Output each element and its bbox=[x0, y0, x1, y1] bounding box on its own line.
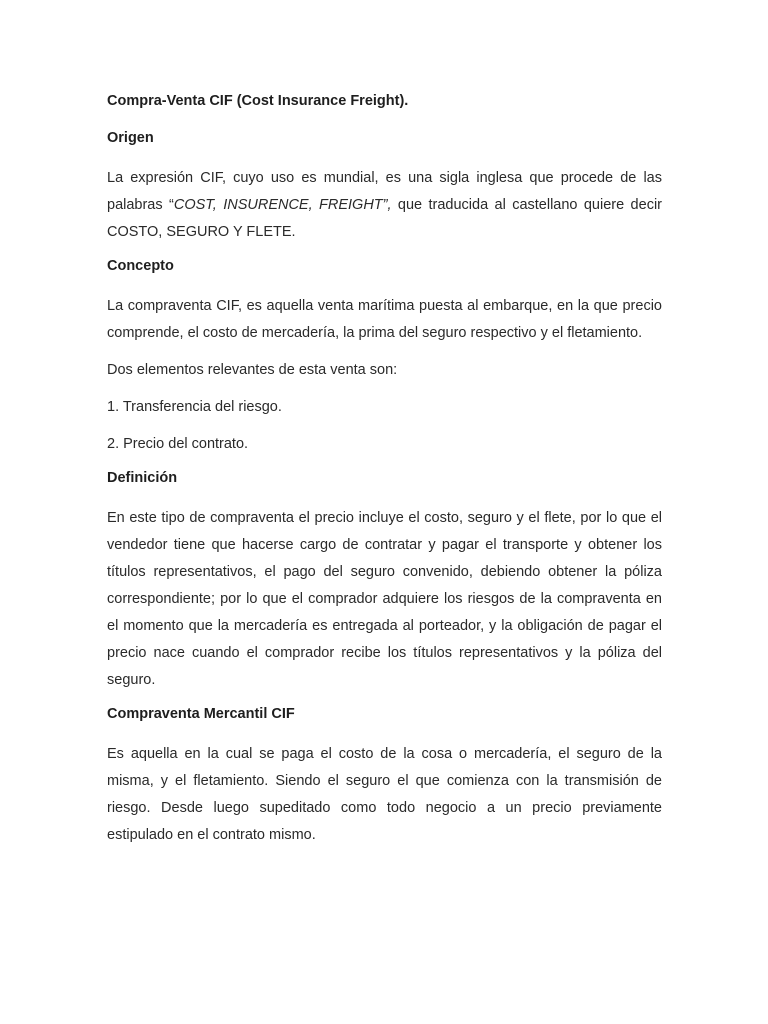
origen-text-before: La expresión CIF, cuyo uso es mundial, es una sigla inglesa que procede de las palabras “ bbox=[107, 170, 662, 213]
heading-definicion: Definición bbox=[107, 470, 178, 486]
list-item-1: 1. Transferencia del riesgo. bbox=[107, 399, 282, 415]
paragraph-mercantil: Es aquella en la cual se paga el costo de la cosa o mercadería, el seguro de la misma, y el fletamiento. Siendo el seguro el que comienza con la transmisión de riesgo. Desde luego supeditado como todo negocio a un precio previamente estipulado en el contrato mismo. bbox=[107, 746, 662, 843]
origen-text-after: que traducida al castellano quiere decir COSTO, SEGURO Y FLETE. bbox=[107, 197, 662, 240]
origen-italic-text: COST, INSURENCE, FREIGHT”, bbox=[173, 197, 392, 213]
list-item-2: 2. Precio del contrato. bbox=[107, 436, 249, 452]
document-title: Compra-Venta CIF (Cost Insurance Freight). bbox=[107, 93, 409, 109]
heading-mercantil: Compraventa Mercantil CIF bbox=[107, 706, 295, 722]
paragraph-concepto: La compraventa CIF, es aquella venta marítima puesta al embarque, en la que precio comprende, el costo de mercadería, la prima del seguro respectivo y el fletamiento. bbox=[107, 298, 662, 341]
paragraph-definicion: En este tipo de compraventa el precio incluye el costo, seguro y el flete, por lo que el vendedor tiene que hacerse cargo de contratar y pagar el transporte y obtener los títulos representativos, el pago del seguro convenido, debiendo obtener la póliza correspondiente; por lo que el comprador adquiere los riesgos de la compraventa en el momento que la mercadería es entregada al porteador, y la obligación de pagar el precio nace cuando el comprador recibe los títulos representativos y la póliza del seguro. bbox=[107, 510, 662, 688]
heading-origen: Origen bbox=[107, 130, 154, 146]
paragraph-origen bbox=[107, 165, 662, 246]
heading-concepto: Concepto bbox=[107, 258, 174, 274]
paragraph-elements-intro: Dos elementos relevantes de esta venta son: bbox=[107, 362, 398, 378]
